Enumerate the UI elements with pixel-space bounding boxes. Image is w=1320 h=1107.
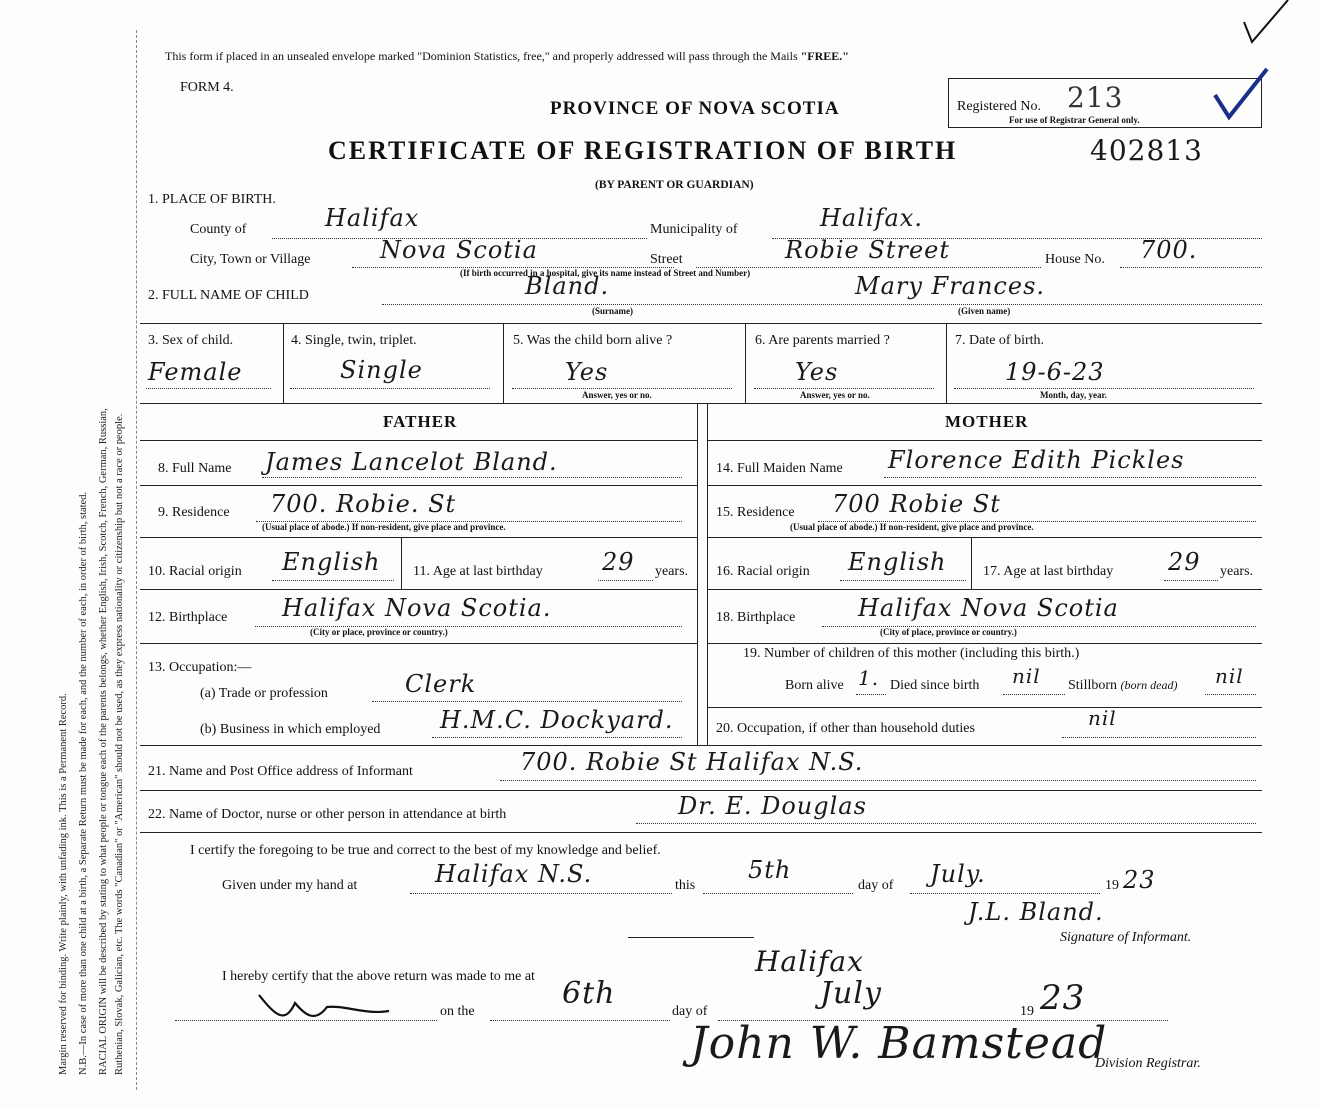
born-alive-value: Yes xyxy=(565,358,609,386)
mother-residence-value: 700 Robie St xyxy=(832,490,1001,518)
scribble-mark-icon xyxy=(255,985,395,1030)
father-birthplace-value: Halifax Nova Scotia. xyxy=(282,594,552,622)
father-years-label: years. xyxy=(655,564,689,579)
registrar-note: For use of Registrar General only. xyxy=(1009,115,1140,125)
child-name-label: 2. FULL NAME OF CHILD xyxy=(148,288,309,303)
born-alive-count-label: Born alive xyxy=(785,678,844,693)
registered-label: Registered No. xyxy=(957,99,1041,114)
side-note-3: RACIAL ORIGIN will be described by stating to what people or tongue each of the parents belongs, whether English, Irish, Scotch, French, German, Russian, xyxy=(98,408,109,1075)
side-note-1: Margin reserved for binding. Write plainly, with unfading ink. This is a Permanent Record. xyxy=(58,693,69,1075)
signature-informant-label: Signature of Informant. xyxy=(1060,930,1192,945)
dob-label: 7. Date of birth. xyxy=(955,333,1045,348)
registrar-month-value: July xyxy=(820,976,882,1011)
father-residence-label: 9. Residence xyxy=(158,505,230,520)
father-racial-value: English xyxy=(282,548,381,576)
mother-residence-label: 15. Residence xyxy=(716,505,795,520)
form-number: FORM 4. xyxy=(180,80,234,95)
mother-occupation-label: 20. Occupation, if other than household duties xyxy=(716,721,975,736)
father-heading: FATHER xyxy=(383,412,458,431)
born-alive-label: 5. Was the child born alive ? xyxy=(513,333,673,348)
given-day-value: 5th xyxy=(748,856,792,884)
check-mark-icon xyxy=(1211,65,1271,135)
street-label: Street xyxy=(650,252,683,267)
certify-statement: I certify the foregoing to be true and correct to the best of my knowledge and belief. xyxy=(190,843,661,858)
plurality-value: Single xyxy=(340,356,423,384)
side-note-2: N.B.—In case of more than one child at a birth, a Separate Return must be made for each, and the number of each, in order of birth, stated. xyxy=(78,491,89,1075)
business-value: H.M.C. Dockyard. xyxy=(440,706,674,734)
father-name-value: James Lancelot Bland. xyxy=(265,448,558,476)
county-label: County of xyxy=(190,222,247,237)
stillborn-value: nil xyxy=(1215,664,1244,688)
plurality-label: 4. Single, twin, triplet. xyxy=(291,333,417,348)
surname-note: (Surname) xyxy=(592,306,633,316)
born-alive-count: 1. xyxy=(858,666,880,690)
died-since-birth-value: nil xyxy=(1012,664,1041,688)
given-year-value: 23 xyxy=(1123,866,1156,894)
mother-heading: MOTHER xyxy=(945,412,1029,431)
registrar-signature: John W. Bamstead xyxy=(690,1018,1108,1069)
given-year-prefix: 19 xyxy=(1105,878,1119,893)
informant-signature: J.L. Bland. xyxy=(968,898,1104,926)
registrar-day-of-label: day of xyxy=(672,1004,708,1019)
married-note: Answer, yes or no. xyxy=(800,390,870,400)
father-residence-value: 700. Robie. St xyxy=(270,490,457,518)
father-birthplace-note: (City or place, province or country.) xyxy=(310,627,448,637)
dob-value: 19-6-23 xyxy=(1005,358,1105,386)
mother-age-value: 29 xyxy=(1168,548,1201,576)
father-birthplace-label: 12. Birthplace xyxy=(148,610,228,625)
registrar-year-value: 23 xyxy=(1040,978,1086,1018)
registered-number-box xyxy=(948,78,1262,128)
mother-occupation-value: nil xyxy=(1088,706,1117,730)
registrar-year-prefix: 19 xyxy=(1020,1004,1034,1019)
father-age-value: 29 xyxy=(602,548,635,576)
registrar-place-value: Halifax xyxy=(755,945,864,978)
binding-margin-line xyxy=(136,30,137,1090)
trade-label: (a) Trade or profession xyxy=(200,686,328,701)
trade-value: Clerk xyxy=(405,670,477,698)
street-value: Robie Street xyxy=(785,236,950,264)
this-label: this xyxy=(675,878,696,893)
place-of-birth-label: 1. PLACE OF BIRTH. xyxy=(148,192,276,207)
mother-birthplace-label: 18. Birthplace xyxy=(716,610,796,625)
province-heading: PROVINCE OF NOVA SCOTIA xyxy=(550,98,840,119)
hospital-note: (If birth occurred in a hospital, give its name instead of Street and Number) xyxy=(460,268,751,278)
mother-name-value: Florence Edith Pickles xyxy=(888,446,1185,474)
mother-racial-value: English xyxy=(848,548,947,576)
informant-label: 21. Name and Post Office address of Informant xyxy=(148,764,413,779)
occupation-label: 13. Occupation:— xyxy=(148,660,252,675)
given-at-label: Given under my hand at xyxy=(222,878,358,893)
mail-notice: This form if placed in an unsealed envelope marked "Dominion Statistics, free," and properly addressed will pass through the Mails "FREE." xyxy=(165,49,849,63)
informant-value: 700. Robie St Halifax N.S. xyxy=(520,748,864,776)
sex-label: 3. Sex of child. xyxy=(148,333,234,348)
born-alive-note: Answer, yes or no. xyxy=(582,390,652,400)
city-value: Nova Scotia xyxy=(380,236,538,264)
doctor-label: 22. Name of Doctor, nurse or other person in attendance at birth xyxy=(148,807,507,822)
given-name-note: (Given name) xyxy=(958,306,1011,316)
parents-married-value: Yes xyxy=(795,358,839,386)
corner-tick-icon xyxy=(1240,0,1300,50)
certificate-subtitle: (BY PARENT OR GUARDIAN) xyxy=(595,179,754,191)
city-label: City, Town or Village xyxy=(190,252,311,267)
father-racial-label: 10. Racial origin xyxy=(148,564,242,579)
given-day-of-label: day of xyxy=(858,878,894,893)
mother-birthplace-value: Halifax Nova Scotia xyxy=(858,594,1119,622)
municipality-label: Municipality of xyxy=(650,222,738,237)
county-value: Halifax xyxy=(325,204,420,232)
father-abode-note: (Usual place of abode.) If non-resident, give place and province. xyxy=(262,522,506,532)
parents-married-label: 6. Are parents married ? xyxy=(755,333,890,348)
registrar-on-the-label: on the xyxy=(440,1004,475,1019)
father-age-label: 11. Age at last birthday xyxy=(413,564,543,579)
certificate-title: CERTIFICATE OF REGISTRATION OF BIRTH xyxy=(328,136,958,165)
child-surname: Bland. xyxy=(525,272,610,300)
certificate-number: 402813 xyxy=(1090,134,1203,167)
stillborn-label: Stillborn (born dead) xyxy=(1068,678,1178,693)
given-place-value: Halifax N.S. xyxy=(435,860,593,888)
mother-birthplace-note: (City of place, province or country.) xyxy=(880,627,1017,637)
given-month-value: July. xyxy=(930,860,986,888)
mother-abode-note: (Usual place of abode.) If non-resident, give place and province. xyxy=(790,522,1034,532)
mother-age-label: 17. Age at last birthday xyxy=(983,564,1114,579)
father-name-label: 8. Full Name xyxy=(158,461,232,476)
municipality-value: Halifax. xyxy=(820,204,923,232)
business-label: (b) Business in which employed xyxy=(200,722,381,737)
registrar-day-value: 6th xyxy=(562,976,616,1011)
house-value: 700. xyxy=(1140,236,1198,264)
died-since-birth-label: Died since birth xyxy=(890,678,980,693)
registrar-statement: I hereby certify that the above return was made to me at xyxy=(222,969,535,984)
registered-value: 213 xyxy=(1067,81,1124,114)
doctor-value: Dr. E. Douglas xyxy=(678,792,867,820)
mother-racial-label: 16. Racial origin xyxy=(716,564,810,579)
side-note-4: Ruthenian, Slovak, Galician, etc. The words "Canadian" or "American" should not be used, as they express nationality or citizenship but not a race or people. xyxy=(114,413,125,1075)
mother-years-label: years. xyxy=(1220,564,1254,579)
dob-note: Month, day, year. xyxy=(1040,390,1107,400)
mother-name-label: 14. Full Maiden Name xyxy=(716,461,843,476)
house-label: House No. xyxy=(1045,252,1105,267)
division-registrar-label: Division Registrar. xyxy=(1095,1056,1201,1071)
sex-value: Female xyxy=(148,358,243,386)
child-given-name: Mary Frances. xyxy=(855,272,1046,300)
children-count-label: 19. Number of children of this mother (including this birth.) xyxy=(743,646,1080,661)
